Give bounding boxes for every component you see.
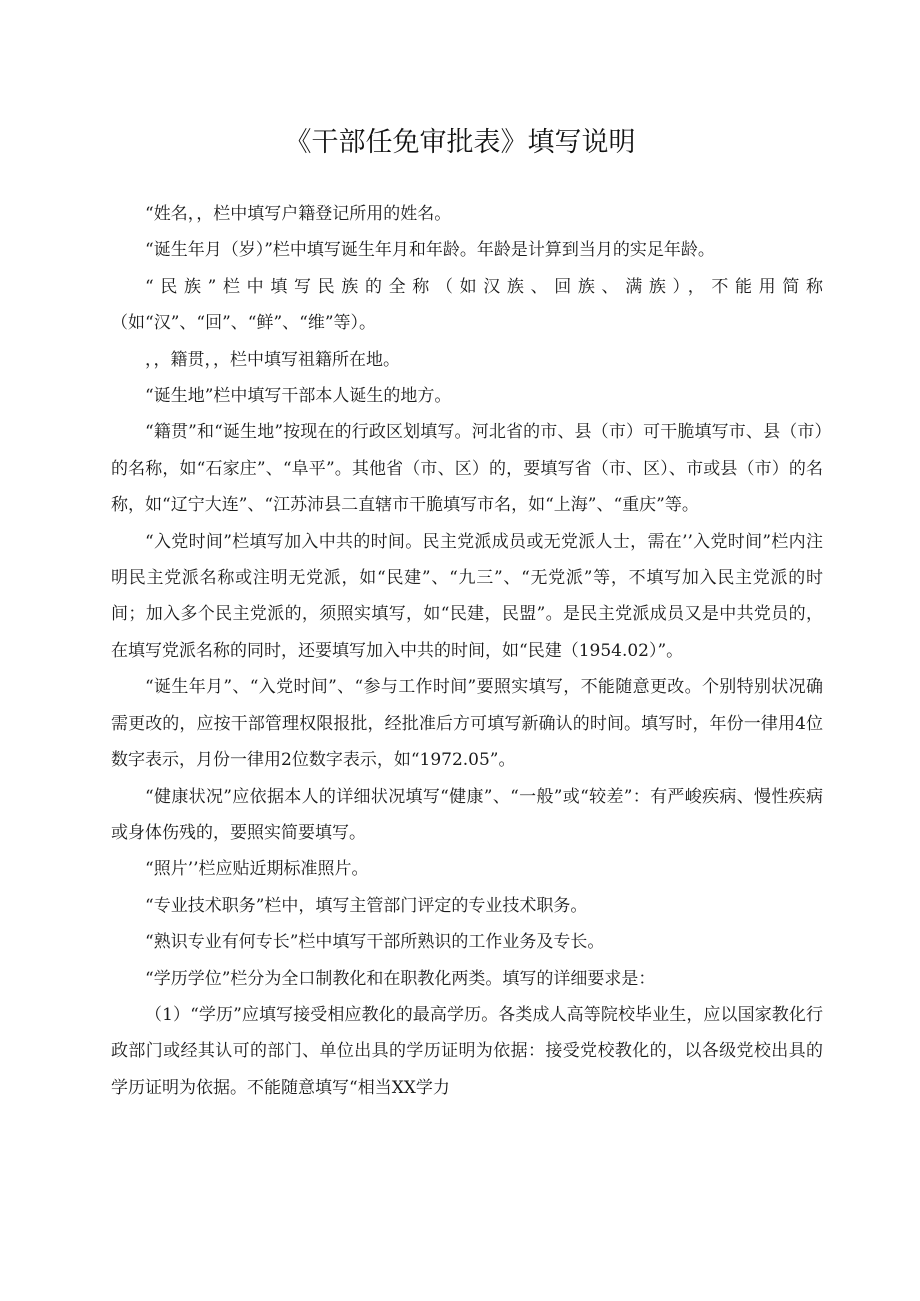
document-body	[111, 196, 823, 1106]
paragraph: “健康状况”应依据本人的详细状况填写“健康”、“一般”或“较差”：有严峻疾病、慢性疾病或身体伤残的，要照实简要填写。	[111, 786, 823, 843]
paragraph: “专业技术职务”栏中，填写主管部门评定的专业技术职务。	[145, 895, 588, 916]
paragraph: （1）“学历”应填写接受相应教化的最高学历。各类成人高等院校毕业生，应以国家教化行政部门或经其认可的部门、单位出具的学历证明为依据：接受党校教化的，以各级党校出具的学历证明为依据。不能随意填写“相当XX学力	[111, 1004, 823, 1098]
paragraph: “学历学位”栏分为全口制教化和在职教化两类。填写的详细要求是：	[145, 968, 656, 989]
paragraph: ，，籍贯，，栏中填写祖籍所在地。	[145, 349, 400, 370]
paragraph: “照片’’栏应贴近期标准照片。	[145, 859, 369, 880]
paragraph: “入党时间”栏填写加入中共的时间。民主党派成员或无党派人士，需在’’入党时间”栏内注明民主党派名称或注明无党派，如“民建”、“九三”、“无党派”等，不填写加入民主党派的时间；加入多个民主党派的，须照实填写，如“民建，民盟”。是民主党派成员又是中共党员的，在填写党派名称的同时，还要填写加入中共的时间，如“民建（1954.02）”。	[111, 531, 823, 661]
paragraph: “熟识专业有何专长”栏中填写干部所熟识的工作业务及专长。	[145, 932, 605, 953]
paragraph: “民族”栏中填写民族的全称（如汉族、回族、满族），不能用简称（如“汉”、“回”、“鲜”、“维”等）。	[111, 276, 823, 334]
paragraph: “诞生地”栏中填写干部本人诞生的地方。	[145, 386, 452, 407]
paragraph: “诞生年月（岁）”栏中填写诞生年月和年龄。年龄是计算到当月的实足年龄。	[145, 240, 715, 261]
paragraph: “籍贯”和“诞生地”按现在的行政区划填写。河北省的市、县（市）可干脆填写市、县（市）的名称，如“石家庄”、“阜平”。其他省（市、区）的，要填写省（市、区）、市或县（市）的名称，如“辽宁大连”、“江苏沛县二直辖市干脆填写市名，如“上海”、“重庆”等。	[111, 422, 823, 516]
paragraph: “诞生年月”、“入党时间”、“参与工作时间”要照实填写，不能随意更改。个别特别状况确需更改的，应按干部管理权限报批，经批准后方可填写新确认的时间。填写时，年份一律用4位数字表示，月份一律用2位数字表示，如“1972.05”。	[111, 677, 823, 771]
document-title: 《干部任免审批表》填写说明	[284, 127, 636, 158]
paragraph: “姓名，，栏中填写户籍登记所用的姓名。	[145, 204, 452, 224]
